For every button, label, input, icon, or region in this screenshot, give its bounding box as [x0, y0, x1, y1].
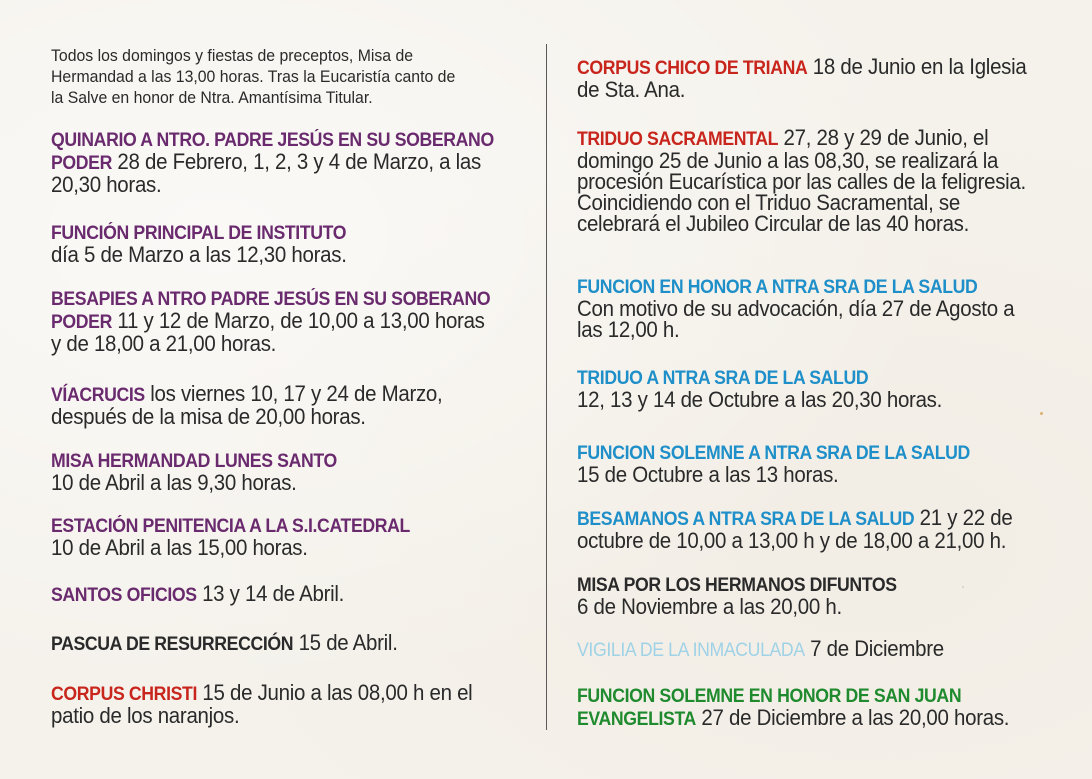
entry-text: de Sta. Ana. — [577, 77, 686, 102]
paper-speck — [962, 586, 964, 588]
entry-misa-difuntos — [577, 573, 1023, 617]
entry-heading: PASCUA DE RESURRECCIÓN — [51, 634, 294, 655]
entry-text: 15 de Octubre a las 13 horas. — [577, 462, 839, 487]
entry-text: día 5 de Marzo a las 12,30 horas. — [51, 242, 347, 267]
entry-text: Coincidiendo con el Triduo Sacramental, se — [577, 190, 960, 215]
entry-text: 28 de Febrero, 1, 2, 3 y 4 de Marzo, a las — [117, 149, 481, 174]
entry-corpus-chico — [577, 54, 1027, 102]
entry-text: 7 de Diciembre — [810, 636, 944, 661]
entry-heading: CORPUS CHRISTI — [51, 684, 197, 705]
entry-text: octubre de 10,00 a 13,00 h y de 18,00 a 21,00 h. — [577, 528, 1007, 553]
entry-santos-oficios — [51, 583, 497, 606]
entry-text: después de la misa de 20,00 horas. — [51, 404, 366, 429]
entry-heading: MISA POR LOS HERMANOS DIFUNTOS — [577, 575, 897, 596]
entry-funcion-solemne-salud — [577, 441, 1023, 485]
entry-pascua — [51, 632, 497, 655]
entry-text: 10 de Abril a las 15,00 horas. — [51, 535, 308, 560]
entry-text: 21 y 22 de — [919, 505, 1013, 530]
entry-text: 12, 13 y 14 de Octubre a las 20,30 horas. — [577, 387, 943, 412]
entry-heading: BESAMANOS A NTRA SRA DE LA SALUD — [577, 509, 915, 530]
entry-text: y de 18,00 a 21,00 horas. — [51, 331, 277, 356]
entry-text: las 12,00 h. — [577, 317, 680, 342]
entry-san-juan-evangelista — [577, 684, 1023, 730]
entry-text: los viernes 10, 17 y 24 de Marzo, — [150, 381, 443, 406]
entry-heading: FUNCION SOLEMNE A NTRA SRA DE LA SALUD — [577, 443, 970, 464]
entry-corpus-christi — [51, 682, 497, 726]
entry-text: 11 y 12 de Marzo, de 10,00 a 13,00 horas — [117, 308, 485, 333]
entry-heading: TRIDUO SACRAMENTAL — [577, 129, 779, 150]
entry-quinario — [51, 128, 497, 195]
entry-heading: TRIDUO A NTRA SRA DE LA SALUD — [577, 368, 869, 389]
entry-text: patio de los naranjos. — [51, 703, 240, 728]
entry-heading: QUINARIO A NTRO. PADRE JESÚS EN SU SOBERANO — [51, 130, 494, 151]
entry-heading: SANTOS OFICIOS — [51, 585, 197, 606]
entry-text: 15 de Abril. — [298, 630, 398, 655]
entry-text: 15 de Junio a las 08,00 h en el — [202, 680, 473, 705]
entry-heading: CORPUS CHICO DE TRIANA — [577, 58, 808, 79]
entry-funcion-honor-salud — [577, 275, 1023, 340]
entry-heading: EVANGELISTA — [577, 709, 696, 730]
entry-text: Con motivo de su advocación, día 27 de Agosto a — [577, 296, 1015, 321]
entry-heading: FUNCIÓN PRINCIPAL DE INSTITUTO — [51, 223, 347, 244]
entry-text: procesión Eucarística por las calles de la feligresia. — [577, 169, 1026, 194]
entry-text: 10 de Abril a las 9,30 horas. — [51, 470, 297, 495]
entry-heading: PODER — [51, 312, 112, 333]
entry-text: domingo 25 de Junio a las 08,30, se realizará la — [577, 148, 999, 173]
entry-misa-lunes-santo — [51, 449, 497, 493]
entry-text: 20,30 horas. — [51, 172, 162, 197]
entry-heading: VIGILIA DE LA INMACULADA — [577, 640, 805, 661]
intro-line: Hermandad a las 13,00 horas. Tras la Eucaristía canto de — [51, 67, 456, 86]
intro-paragraph — [51, 45, 496, 108]
entry-besapies — [51, 287, 497, 354]
entry-triduo-salud — [577, 366, 1023, 410]
entry-besamanos — [577, 507, 1023, 551]
entry-text: 18 de Junio en la Iglesia — [812, 54, 1027, 79]
entry-triduo-sacramental — [577, 125, 1026, 236]
entry-heading: VÍACRUCIS — [51, 385, 145, 406]
intro-line: Todos los domingos y fiestas de preceptos, Misa de — [51, 46, 414, 65]
entry-heading: BESAPIES A NTRO PADRE JESÚS EN SU SOBERANO — [51, 289, 491, 310]
entry-funcion-principal — [51, 221, 497, 265]
entry-heading: FUNCION EN HONOR A NTRA SRA DE LA SALUD — [577, 277, 978, 298]
entry-vigilia-inmaculada — [577, 638, 1023, 661]
entry-heading: PODER — [51, 153, 112, 174]
entry-text: 13 y 14 de Abril. — [202, 581, 345, 606]
fold-divider — [546, 44, 547, 730]
entry-text: 27, 28 y 29 de Junio, el — [783, 125, 989, 150]
entry-text: 6 de Noviembre a las 20,00 h. — [577, 594, 842, 619]
entry-estacion-penitencia — [51, 514, 497, 558]
intro-line: la Salve en honor de Ntra. Amantísima Titular. — [51, 88, 373, 107]
entry-heading: FUNCION SOLEMNE EN HONOR DE SAN JUAN — [577, 686, 962, 707]
entry-heading: ESTACIÓN PENITENCIA A LA S.I.CATEDRAL — [51, 516, 410, 537]
entry-heading: MISA HERMANDAD LUNES SANTO — [51, 451, 337, 472]
entry-viacrucis — [51, 383, 497, 427]
entry-text: celebrará el Jubileo Circular de las 40 horas. — [577, 211, 970, 236]
entry-text: 27 de Diciembre a las 20,00 horas. — [701, 705, 1010, 730]
paper-speck — [1040, 412, 1043, 415]
